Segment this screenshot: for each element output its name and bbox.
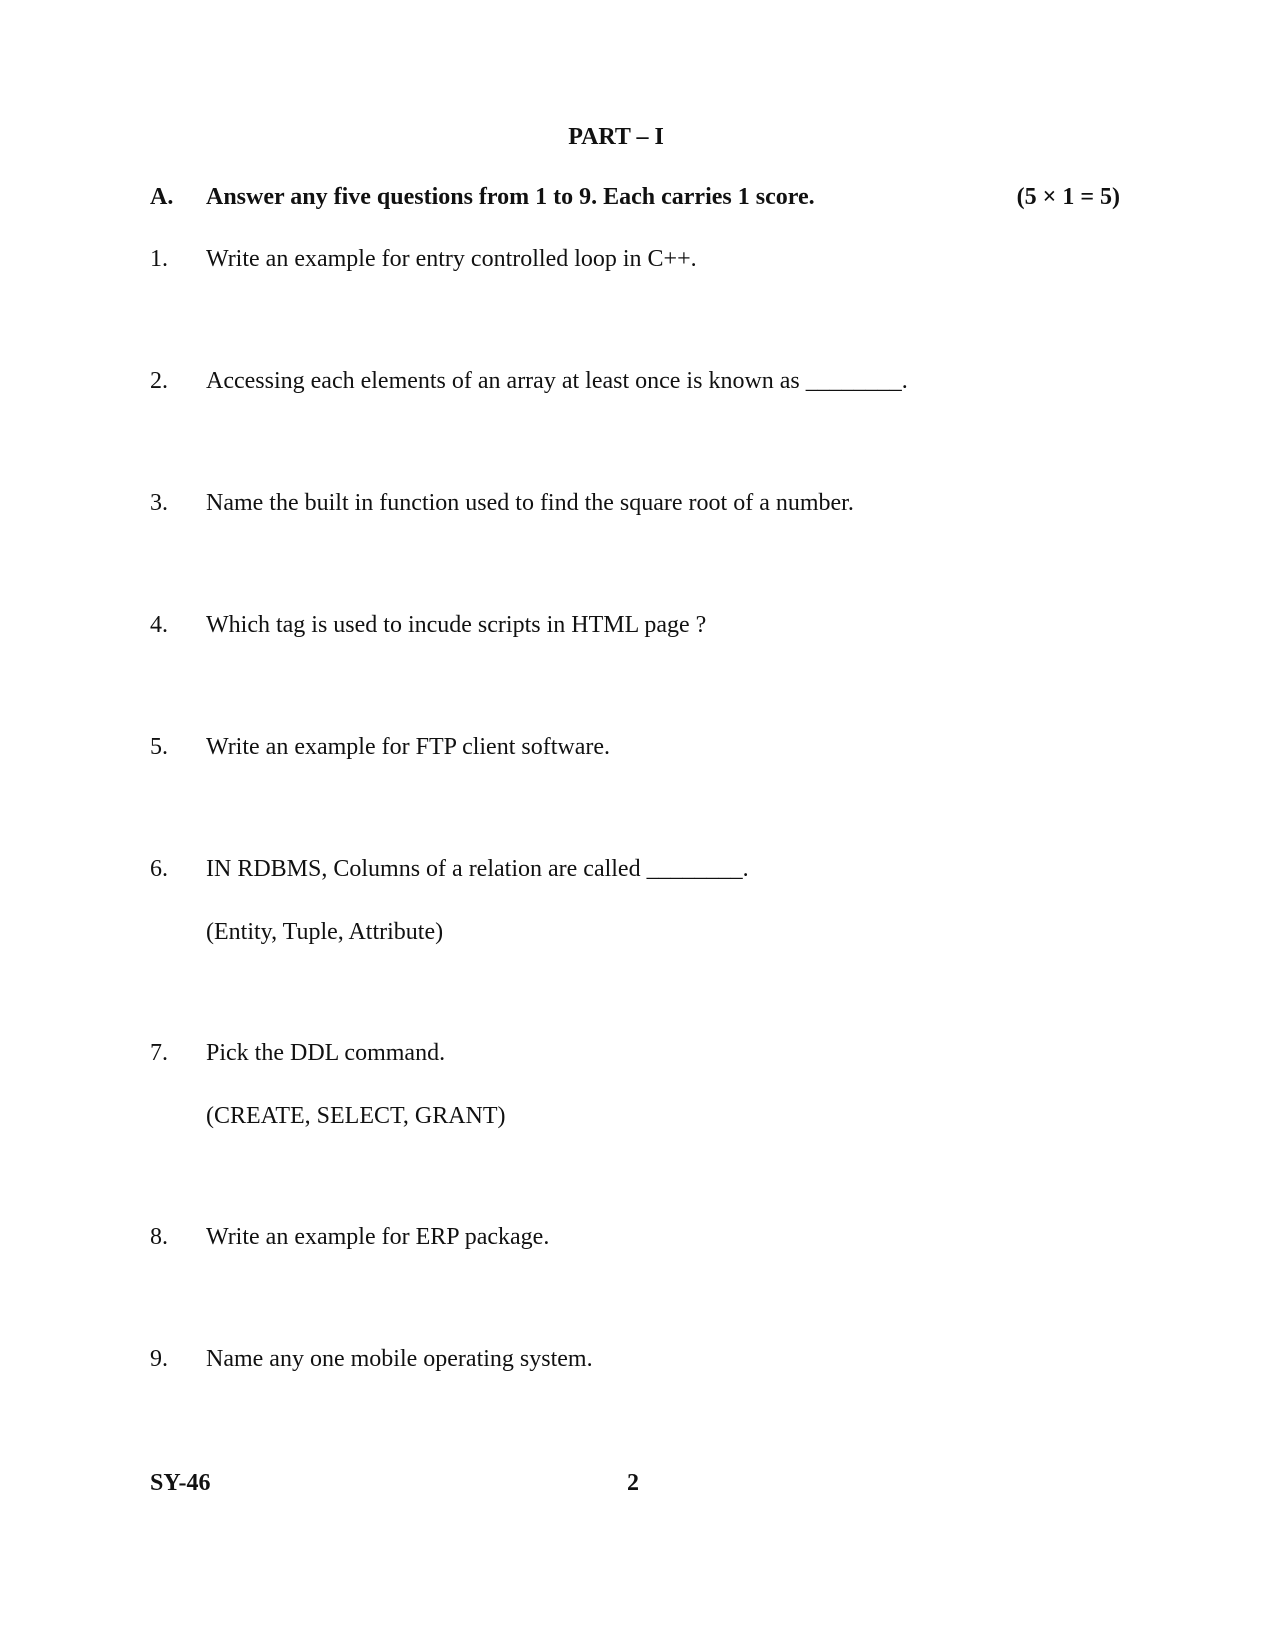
question-text: IN RDBMS, Columns of a relation are called ________. [206,856,749,882]
question-text: Accessing each elements of an array at least once is known as ________. [206,368,908,394]
section-instruction: Answer any five questions from 1 to 9. Each carries 1 score. [206,184,815,210]
question-number: 2. [150,368,168,394]
section-score: (5 × 1 = 5) [1016,184,1120,210]
question-number: 7. [150,1040,168,1066]
question-number: 1. [150,246,168,272]
question-text: Write an example for ERP package. [206,1224,550,1250]
question-number: 4. [150,612,168,638]
question-options: (Entity, Tuple, Attribute) [206,919,444,945]
question-number: 8. [150,1224,168,1250]
question-text: Name any one mobile operating system. [206,1346,593,1372]
question-options: (CREATE, SELECT, GRANT) [206,1103,506,1129]
part-title: PART – I [568,124,664,150]
paper-code: SY-46 [150,1470,211,1496]
question-text: Which tag is used to incude scripts in HTML page ? [206,612,707,638]
question-number: 3. [150,490,168,516]
question-text: Write an example for FTP client software. [206,734,611,760]
page-number: 2 [627,1470,639,1496]
question-text: Write an example for entry controlled loop in C++. [206,246,697,272]
question-text: Pick the DDL command. [206,1040,446,1066]
question-text: Name the built in function used to find the square root of a number. [206,490,854,516]
section-label: A. [150,184,174,210]
question-number: 5. [150,734,168,760]
question-number: 9. [150,1346,168,1372]
question-number: 6. [150,856,168,882]
